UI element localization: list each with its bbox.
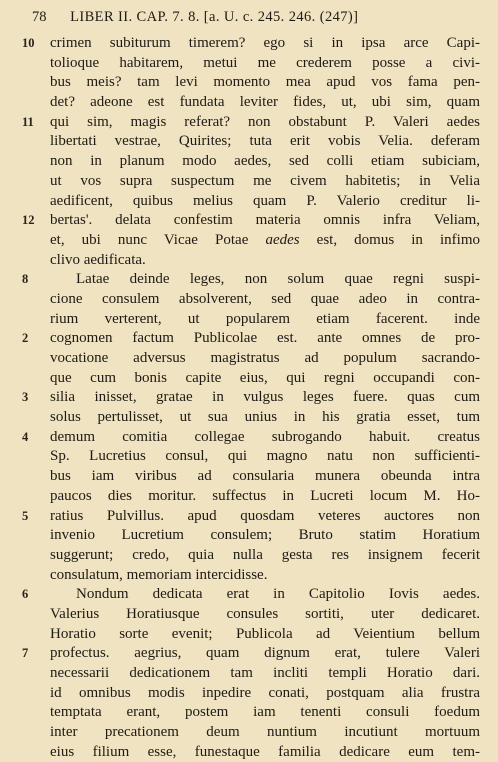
text-line — [0, 290, 498, 310]
text-line — [0, 566, 498, 586]
text-line — [0, 605, 498, 625]
section-number: 6 — [22, 587, 29, 602]
line-text-post: est, domus in infimo — [299, 231, 480, 248]
section-number: 3 — [22, 390, 29, 405]
line-text: silia inisset, gratae in vulgus leges fuere. quas cum — [50, 389, 480, 406]
line-text: Sp. Lucretius consul, qui magno natu non sufficienti- — [50, 448, 480, 465]
line-text: cione consulem absolverent, sed quae adeo in contra- — [50, 290, 480, 307]
section-number: 11 — [22, 114, 34, 129]
text-line — [0, 369, 498, 389]
line-text: Latae deinde leges, non solum quae regni suspi- — [76, 271, 480, 288]
page-number: 78 — [32, 9, 47, 25]
text-line — [0, 93, 498, 113]
line-text: profectus. aegrius, quam dignum erat, tulere Valeri — [50, 645, 480, 662]
line-text: det? adeone est fundata leviter fides, ut, ubi sim, quam — [50, 94, 480, 111]
section-number: 4 — [22, 429, 29, 444]
body-text — [0, 34, 498, 762]
text-line — [0, 349, 498, 369]
line-text: solus pertulisset, ut sua unius in his gratia esset, tum — [50, 409, 480, 426]
text-line — [0, 329, 498, 349]
line-text: bus iam viribus ad consularia munera obeunda intra — [50, 468, 480, 485]
line-text: vocatione adversus magistratus ad populum sacrando- — [50, 350, 480, 366]
text-line — [0, 34, 498, 54]
line-text: rium verterent, ut popularem etiam facerent. inde — [50, 310, 480, 327]
line-text: Valerius Horatiusque consules sortiti, uter dedicaret. — [50, 605, 480, 622]
line-text: paucos dies moritur. suffectus in Lucreti locum M. Ho- — [50, 487, 480, 504]
line-text: crimen subiturum timerem? ego si in ipsa arce Capi- — [50, 35, 480, 51]
text-line — [0, 723, 498, 743]
line-text: necessarii dedicationem tam incliti templi Horatio dari. — [50, 665, 480, 681]
line-text: bus meis? tam levi momento mea apud vos fama pen- — [50, 74, 480, 91]
line-text: eius filium esse, funestaque familia dedicare eum tem- — [50, 743, 480, 760]
section-number: 5 — [22, 508, 29, 523]
text-line — [0, 526, 498, 546]
italic-word: aedes — [265, 231, 300, 248]
line-text: non in planum modo aedes, sed colli etiam subiciam, — [50, 153, 480, 170]
text-line — [0, 113, 498, 133]
line-text: qui sim, magis referat? non obstabunt P. Valeri aedes — [50, 113, 480, 130]
text-line — [0, 743, 498, 762]
text-line — [0, 585, 498, 605]
text-line — [0, 546, 498, 566]
text-line — [0, 388, 498, 408]
line-text: libertati vestrae, Quirites; tuta erit vobis Velia. deferam — [50, 133, 480, 150]
text-line — [0, 467, 498, 487]
text-line — [0, 152, 498, 172]
section-number: 12 — [22, 213, 35, 228]
line-text: inter precationem deum nuntium incutiunt mortuum — [50, 724, 480, 741]
text-line — [0, 211, 498, 231]
text-line — [0, 172, 498, 192]
text-line — [0, 428, 498, 448]
text-line — [0, 73, 498, 93]
line-text: bertas'. delata confestim materia omnis infra Veliam, — [50, 212, 480, 229]
section-number: 8 — [22, 272, 29, 287]
text-line — [0, 684, 498, 704]
text-line — [0, 251, 498, 271]
text-line — [0, 703, 498, 723]
section-number: 2 — [22, 331, 29, 346]
line-text: clivo aedificata. — [50, 251, 146, 268]
text-line — [0, 54, 498, 74]
text-line — [0, 625, 498, 645]
line-text-pre: et, ubi nunc Vicae Potae — [50, 231, 266, 248]
line-text: demum comitia collegae subrogando habuit. creatus — [50, 428, 480, 445]
text-line — [0, 487, 498, 507]
line-text: Nondum dedicata erat in Capitolio Iovis aedes. — [76, 586, 480, 603]
text-line — [0, 447, 498, 467]
running-header — [32, 4, 484, 30]
text-line — [0, 507, 498, 527]
line-text: id omnibus modis inpedire conati, postquam alia frustra — [50, 684, 480, 701]
line-text: cognomen factum Publicolae est. ante omnes de pro- — [50, 330, 480, 347]
text-line — [0, 231, 498, 251]
text-line — [0, 310, 498, 330]
line-text: que cum bonis capite eius, qui regni occupandi con- — [50, 369, 480, 386]
line-text: ut vos supra suspectum me civem habitetis; in Velia — [50, 172, 480, 189]
line-text: temptata erant, postem iam tenenti consuli foedum — [50, 704, 480, 721]
section-number: 7 — [22, 646, 29, 661]
line-text: invenio Lucretium consulem; Bruto statim Horatium — [50, 527, 480, 544]
line-text: consulatum, memoriam intercidisse. — [50, 566, 268, 583]
text-line — [0, 270, 498, 290]
text-line — [0, 192, 498, 212]
text-line — [0, 644, 498, 664]
text-line — [0, 408, 498, 428]
text-line — [0, 664, 498, 684]
line-text — [50, 231, 480, 251]
line-text: Horatio sorte evenit; Publicola ad Veientium bellum — [50, 625, 480, 642]
section-number: 10 — [22, 36, 35, 50]
line-text: suggerunt; credo, quia nulla gesta res insignem fecerit — [50, 546, 480, 563]
text-line — [0, 132, 498, 152]
running-head-title: LIBER II. CAP. 7. 8. [a. U. c. 245. 246. (247)] — [70, 9, 359, 25]
line-text: tolioque habitarem, metui me crederem posse a civi- — [50, 54, 480, 71]
line-text: ratius Pulvillus. apud quosdam veteres auctores non — [50, 507, 480, 524]
line-text: aedificent, quibus melius quam P. Valerio creditur li- — [50, 192, 480, 209]
